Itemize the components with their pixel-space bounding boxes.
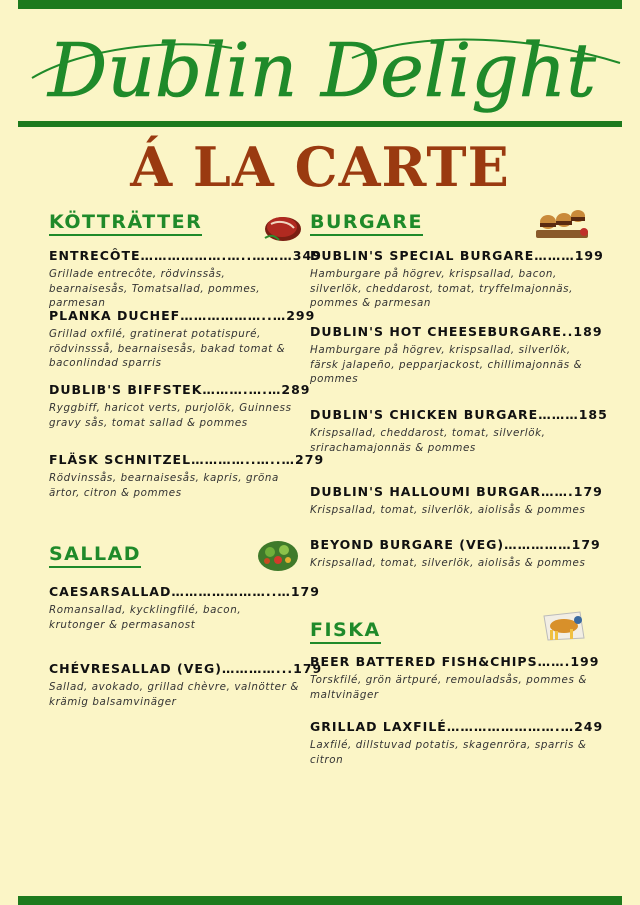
salad-icon — [256, 534, 300, 574]
section-sallad — [49, 542, 301, 568]
section-title-kottratter: KÖTTRÄTTER — [49, 210, 202, 236]
item-name: DUBLIN'S SPECIAL BURGARE………199 — [310, 248, 604, 263]
section-burgare — [310, 210, 592, 236]
menu-item — [49, 307, 316, 371]
fish-and-chips-icon — [540, 608, 588, 644]
item-description: Grillade entrecôte, rödvinssås, bearnaisesås, Tomatsallad, pommes, parmesan — [49, 268, 261, 309]
burgers-icon — [532, 206, 592, 242]
item-name: BEYOND BURGARE (VEG)……………179 — [310, 537, 601, 552]
menu-item — [310, 653, 600, 702]
top-border — [18, 0, 622, 9]
section-title-burgare: BURGARE — [310, 210, 423, 236]
item-description: Laxfilé, dillstuvad potatis, skagenröra, sparris & citron — [310, 739, 587, 766]
item-name: DUBLIN'S CHICKEN BURGARE………185 — [310, 407, 608, 422]
item-name: BEER BATTERED FISH&CHIPS…….199 — [310, 654, 600, 669]
menu-item — [310, 536, 601, 571]
item-name: CHÉVRESALLAD (VEG)…………...179 — [49, 661, 323, 676]
item-description: Romansallad, kycklingfilé, bacon, krutonger & permasanost — [49, 604, 242, 631]
item-name: DUBLIN'S HALLOUMI BURGAR…….179 — [310, 484, 603, 499]
menu-item — [310, 406, 608, 455]
section-title-sallad: SALLAD — [49, 542, 141, 568]
menu-item — [310, 247, 604, 311]
menu-item — [49, 247, 322, 311]
bottom-border — [18, 896, 622, 905]
menu-item — [310, 323, 603, 387]
header-divider — [18, 121, 622, 127]
section-kottratter — [49, 210, 301, 236]
menu-item — [49, 660, 323, 709]
menu-item — [49, 381, 311, 430]
item-description: Hamburgare på högrev, krispsallad, bacon, silverlök, cheddarost, tomat, tryffelmajonnäs, pommes & parmesan — [310, 268, 573, 309]
item-description: Torskfilé, grön ärtpuré, remouladsås, pommes & maltvinäger — [310, 674, 587, 701]
steak-icon — [261, 210, 303, 244]
section-fiska — [310, 618, 592, 644]
item-name: ENTRECÔTE……………….…..………349 — [49, 248, 322, 263]
item-description: Krispsallad, tomat, silverlök, aiolisås & pommes — [310, 557, 586, 569]
menu-item — [49, 451, 325, 500]
item-name: GRILLAD LAXFILÉ…………………….…249 — [310, 719, 604, 734]
menu-item — [310, 718, 604, 767]
item-name: FLÄSK SCHNITZEL…………..…..…279 — [49, 452, 325, 467]
restaurant-logo — [22, 18, 622, 118]
item-description: Sallad, avokado, grillad chèvre, valnötter & krämig balsamvinäger — [49, 681, 299, 708]
menu-item — [310, 483, 603, 518]
restaurant-logo-text: Dublin Delight — [47, 28, 597, 114]
item-description: Grillad oxfilé, gratinerat potatispuré, rödvinssså, bearnaisesås, bakad tomat & baconlindad sparris — [49, 328, 286, 369]
item-name: PLANKA DUCHEF………………..…299 — [49, 308, 316, 323]
menu-title: Á LA CARTE — [130, 135, 510, 199]
item-description: Krispsallad, tomat, silverlök, aiolisås & pommes — [310, 504, 586, 516]
section-title-fiska: FISKA — [310, 618, 381, 644]
item-name: DUBLIB'S BIFFSTEK……….….…289 — [49, 382, 311, 397]
item-name: CAESARSALLAD…………………..…179 — [49, 584, 320, 599]
item-description: Rödvinssås, bearnaisesås, kapris, gröna ärtor, citron & pommes — [49, 472, 279, 499]
item-description: Hamburgare på högrev, krispsallad, silverlök, färsk jalapeño, pepparjackost, chillimajonnäs & pommes — [310, 344, 583, 385]
item-description: Krispsallad, cheddarost, tomat, silverlök, srirachamajonnäs & pommes — [310, 427, 546, 454]
item-description: Ryggbiff, haricot verts, purjolök, Guinness gravy sås, tomat sallad & pommes — [49, 402, 292, 429]
item-name: DUBLIN'S HOT CHEESEBURGARE..189 — [310, 324, 603, 339]
menu-item — [49, 583, 320, 632]
